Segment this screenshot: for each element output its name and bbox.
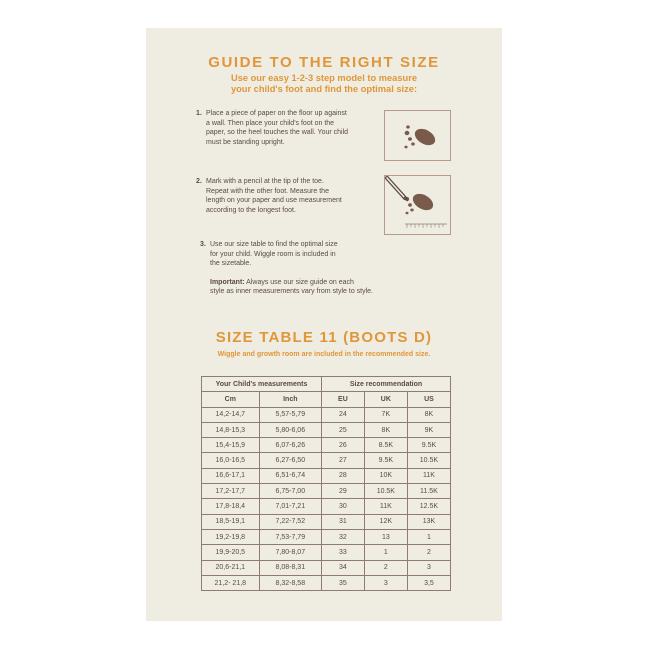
pencil-marking-footprint-icon — [384, 175, 451, 235]
cell-uk: 7K — [364, 407, 407, 422]
table-row — [202, 453, 451, 468]
table-row — [202, 499, 451, 514]
column-header-us: US — [407, 392, 450, 407]
size-guide-card — [146, 28, 502, 621]
cell-eu: 27 — [322, 453, 365, 468]
cell-uk: 11K — [364, 499, 407, 514]
step-text: length on your paper and use measurement — [206, 197, 342, 205]
cell-uk: 10K — [364, 468, 407, 483]
table-row — [202, 422, 451, 437]
cell-eu: 24 — [322, 407, 365, 422]
size-table — [201, 376, 451, 591]
column-header-inch: Inch — [259, 392, 321, 407]
cell-eu: 33 — [322, 545, 365, 560]
cell-cm: 17,8-18,4 — [202, 499, 260, 514]
size-table-title: SIZE TABLE 11 (BOOTS D) — [215, 329, 433, 346]
table-row — [202, 545, 451, 560]
cell-us: 13K — [407, 514, 450, 529]
cell-inch: 8,32-8,58 — [259, 575, 321, 590]
step-text: a wall. Then place your child's foot on the — [206, 119, 335, 127]
guide-subtitle-line2: your child's foot and find the optimal size: — [230, 84, 418, 94]
cell-inch: 5,80-6,06 — [259, 422, 321, 437]
cell-us: 3,5 — [407, 575, 450, 590]
step-text: paper, so the heel touches the wall. Your child — [206, 129, 349, 137]
column-header-cm: Cm — [202, 392, 260, 407]
cell-inch: 7,53-7,79 — [259, 529, 321, 544]
cell-us: 8K — [407, 407, 450, 422]
important-text: style as inner measurements vary from style to style. — [210, 288, 373, 296]
step-text: Use our size table to find the optimal size — [210, 241, 338, 248]
cell-cm: 14,2-14,7 — [202, 407, 260, 422]
cell-uk: 12K — [364, 514, 407, 529]
cell-cm: 16,6-17,1 — [202, 468, 260, 483]
table-row — [202, 438, 451, 453]
cell-cm: 15,4-15,9 — [202, 438, 260, 453]
step-text: according to the longest foot. — [206, 206, 296, 214]
cell-eu: 29 — [322, 484, 365, 499]
cell-eu: 30 — [322, 499, 365, 514]
step-1 — [196, 109, 349, 147]
important-label: Important: — [210, 278, 245, 286]
measurements-group-header: Your Child's measurements — [202, 377, 322, 392]
cell-uk: 8K — [364, 422, 407, 437]
cell-us: 12.5K — [407, 499, 450, 514]
cell-us: 3 — [407, 560, 450, 575]
guide-subtitle — [146, 73, 502, 95]
table-row — [202, 484, 451, 499]
cell-cm: 19,2-19,8 — [202, 529, 260, 544]
cell-inch: 6,07-6,26 — [259, 438, 321, 453]
step-number: 1. — [196, 110, 202, 117]
cell-inch: 7,01-7,21 — [259, 499, 321, 514]
table-row — [202, 575, 451, 590]
cell-us: 1 — [407, 529, 450, 544]
cell-uk: 3 — [364, 575, 407, 590]
cell-uk: 13 — [364, 529, 407, 544]
cell-cm: 17,2-17,7 — [202, 484, 260, 499]
column-header-eu: EU — [322, 392, 365, 407]
cell-eu: 31 — [322, 514, 365, 529]
cell-us: 10.5K — [407, 453, 450, 468]
step-text: Mark with a pencil at the tip of the toe. — [206, 178, 324, 185]
cell-cm: 18,5-19,1 — [202, 514, 260, 529]
table-group-header-row — [202, 377, 451, 392]
cell-cm: 16,0-16,5 — [202, 453, 260, 468]
table-row — [202, 514, 451, 529]
step-number: 3. — [200, 241, 206, 248]
table-row — [202, 560, 451, 575]
table-row — [202, 529, 451, 544]
cell-us: 11K — [407, 468, 450, 483]
cell-uk: 2 — [364, 560, 407, 575]
cell-cm: 20,6-21,1 — [202, 560, 260, 575]
step-text: must be standing upright. — [206, 138, 285, 146]
table-header-row — [202, 392, 451, 407]
guide-subtitle-line1: Use our easy 1-2-3 step model to measure — [230, 73, 417, 83]
cell-eu: 35 — [322, 575, 365, 590]
cell-cm: 14,8-15,3 — [202, 422, 260, 437]
recommendation-group-header: Size recommendation — [322, 377, 451, 392]
column-header-uk: UK — [364, 392, 407, 407]
important-note — [210, 278, 373, 288]
table-row — [202, 407, 451, 422]
cell-inch: 7,22-7,52 — [259, 514, 321, 529]
cell-us: 2 — [407, 545, 450, 560]
cell-inch: 6,75-7,00 — [259, 484, 321, 499]
cell-inch: 7,80-8,07 — [259, 545, 321, 560]
cell-inch: 6,51-6,74 — [259, 468, 321, 483]
important-text: Always use our size guide on each — [244, 278, 354, 286]
cell-cm: 19,9-20,5 — [202, 545, 260, 560]
cell-uk: 1 — [364, 545, 407, 560]
cell-eu: 26 — [322, 438, 365, 453]
cell-us: 9.5K — [407, 438, 450, 453]
guide-title: GUIDE TO THE RIGHT SIZE — [208, 54, 440, 71]
cell-eu: 34 — [322, 560, 365, 575]
cell-us: 9K — [407, 422, 450, 437]
cell-inch: 8,08-8,31 — [259, 560, 321, 575]
cell-uk: 9.5K — [364, 453, 407, 468]
step-2 — [196, 177, 342, 215]
step-text: Repeat with the other foot. Measure the — [206, 187, 329, 195]
cell-uk: 8.5K — [364, 438, 407, 453]
step-number: 2. — [196, 178, 202, 185]
cell-inch: 6,27-6,50 — [259, 453, 321, 468]
cell-inch: 5,57-5,79 — [259, 407, 321, 422]
cell-eu: 32 — [322, 529, 365, 544]
cell-eu: 28 — [322, 468, 365, 483]
step-3 — [200, 240, 373, 297]
cell-us: 11.5K — [407, 484, 450, 499]
size-table-subtitle: Wiggle and growth room are included in the recommended size. — [217, 351, 431, 358]
cell-eu: 25 — [322, 422, 365, 437]
cell-uk: 10.5K — [364, 484, 407, 499]
table-row — [202, 468, 451, 483]
step-text: the sizetable. — [210, 260, 252, 268]
cell-cm: 21,2- 21,8 — [202, 575, 260, 590]
footprints-on-paper-icon — [384, 110, 451, 161]
step-text: Place a piece of paper on the floor up against — [206, 110, 347, 117]
step-text: for your child. Wiggle room is included in — [210, 250, 336, 258]
